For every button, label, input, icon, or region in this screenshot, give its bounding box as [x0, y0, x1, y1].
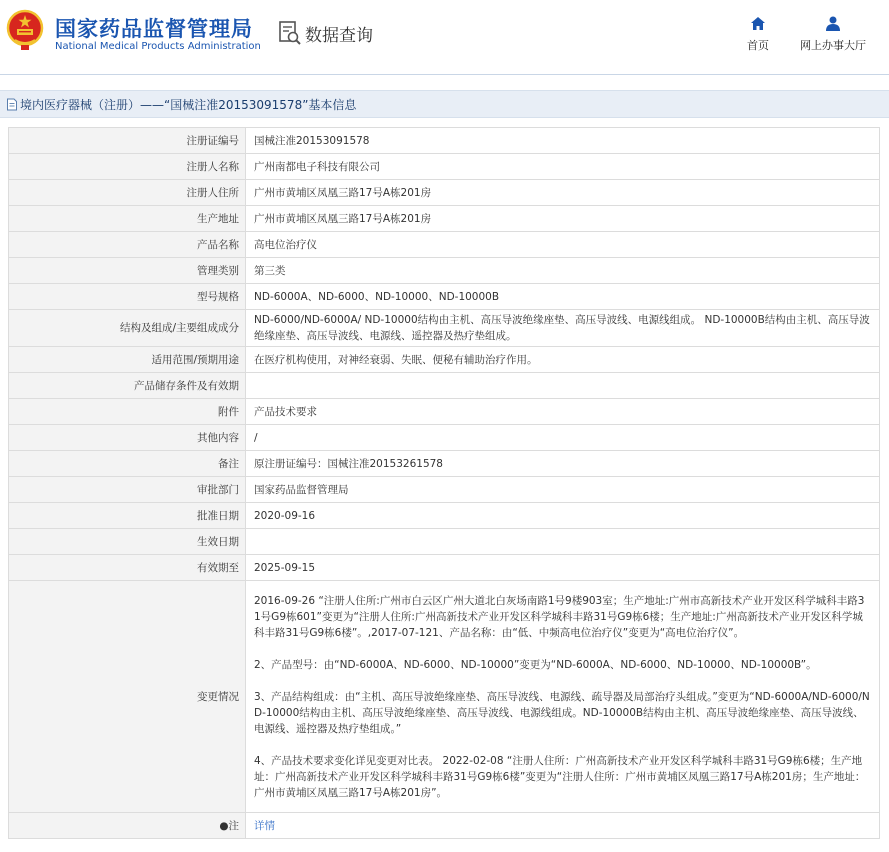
- field-label: 批准日期: [9, 503, 246, 529]
- field-value: [246, 529, 880, 555]
- field-value: ND-6000A、ND-6000、ND-10000、ND-10000B: [246, 284, 880, 310]
- field-value: 2020-09-16: [246, 503, 880, 529]
- field-value: 原注册证编号：国械注准20153261578: [246, 451, 880, 477]
- note-row: [9, 813, 880, 839]
- detail-row: [9, 206, 880, 232]
- user-icon: [825, 16, 841, 31]
- change-history-row: [9, 581, 880, 813]
- change-paragraph: 2016-09-26 “注册人住所:广州市白云区广州大道北白灰场南路1号9楼903室；生产地址:广州市高新技术产业开发区科学城科丰路31号G9栋601”变更为“注册人住所:广州高新技术产业开发区科学城科丰路31号G9栋6楼；生产地址:广州高新技术产业开发区科学城科丰路31号G9栋6楼”。,2017-07-121、产品名称：由“低、中频高电位治疗仪”变更为“高电位治疗仪”。: [254, 594, 865, 639]
- field-label: 结构及组成/主要组成成分: [9, 310, 246, 347]
- field-label: 其他内容: [9, 425, 246, 451]
- detail-row: [9, 503, 880, 529]
- field-value: 广州市黄埔区凤凰三路17号A栋201房: [246, 180, 880, 206]
- field-label: 管理类别: [9, 258, 246, 284]
- data-query-icon: [278, 20, 302, 46]
- detail-row: [9, 180, 880, 206]
- home-label: 首页: [747, 39, 769, 52]
- change-paragraph: 4、产品技术要求变化详见变更对比表。 2022-02-08 “注册人住所：广州高新技术产业开发区科学城科丰路31号G9栋6楼；生产地址：广州高新技术产业开发区科学城科丰路31号G9栋6楼”变更为“注册人住所：广州市黄埔区凤凰三路17号A栋201房；生产地址：广州市黄埔区凤凰三路17号A栋201房”。: [254, 754, 866, 799]
- detail-row: [9, 555, 880, 581]
- field-value: 国械注准20153091578: [246, 128, 880, 154]
- field-value: [246, 373, 880, 399]
- detail-row: [9, 373, 880, 399]
- field-value: ND-6000/ND-6000A/ ND-10000结构由主机、高压导波绝缘座垫、高压导波线、电源线组成。 ND-10000B结构由主机、高压导波绝缘座垫、高压导波线、电源线、遥控器及热疗垫组成。: [246, 310, 880, 347]
- details-link[interactable]: 详情: [254, 819, 275, 832]
- device-detail-table: [8, 127, 880, 839]
- field-label: 变更情况: [9, 581, 246, 813]
- detail-row: [9, 477, 880, 503]
- detail-row: [9, 451, 880, 477]
- field-value: 国家药品监督管理局: [246, 477, 880, 503]
- detail-row: [9, 128, 880, 154]
- breadcrumb: [0, 90, 889, 118]
- field-value: 在医疗机构使用，对神经衰弱、失眠、便秘有辅助治疗作用。: [246, 347, 880, 373]
- data-query-label: 数据查询: [305, 25, 373, 46]
- field-value: 第三类: [246, 258, 880, 284]
- detail-row: [9, 399, 880, 425]
- site-subtitle: National Medical Products Administration: [55, 41, 261, 52]
- field-label: 备注: [9, 451, 246, 477]
- site-header: [0, 0, 889, 75]
- field-label: 注册人住所: [9, 180, 246, 206]
- national-emblem-icon: [6, 8, 44, 52]
- home-link[interactable]: [742, 16, 774, 53]
- field-label: 注册证编号: [9, 128, 246, 154]
- note-label: ●注: [9, 813, 246, 839]
- breadcrumb-text: 境内医疗器械（注册）——“国械注准20153091578”基本信息: [20, 97, 357, 112]
- field-value: 高电位治疗仪: [246, 232, 880, 258]
- change-paragraph: 3、产品结构组成：由“主机、高压导波绝缘座垫、高压导波线、电源线、疏导器及局部治疗头组成。”变更为“ND-6000A/ND-6000/ND-10000结构由主机、高压导波绝缘座垫、高压导波线、电源线组成。ND-10000B结构由主机、高压导波绝缘座垫、高压导波线、电源线、遥控器及热疗垫组成。”: [254, 690, 870, 735]
- online-office-label: 网上办事大厅: [800, 39, 866, 52]
- field-label: 审批部门: [9, 477, 246, 503]
- field-value: /: [246, 425, 880, 451]
- field-value: 2025-09-15: [246, 555, 880, 581]
- detail-row: [9, 154, 880, 180]
- field-value: 产品技术要求: [246, 399, 880, 425]
- home-icon: [750, 16, 766, 31]
- field-label: 型号规格: [9, 284, 246, 310]
- online-office-link[interactable]: [798, 16, 868, 53]
- change-paragraph: 2、产品型号：由“ND-6000A、ND-6000、ND-10000”变更为“ND-6000A、ND-6000、ND-10000、ND-10000B”。: [254, 658, 817, 671]
- detail-row: [9, 310, 880, 347]
- document-icon: [6, 98, 18, 111]
- detail-row: [9, 529, 880, 555]
- field-label: 产品储存条件及有效期: [9, 373, 246, 399]
- field-value: 广州市黄埔区凤凰三路17号A栋201房: [246, 206, 880, 232]
- field-label: 产品名称: [9, 232, 246, 258]
- detail-row: [9, 425, 880, 451]
- detail-row: [9, 284, 880, 310]
- field-label: 生效日期: [9, 529, 246, 555]
- detail-row: [9, 347, 880, 373]
- change-history-value: [246, 581, 880, 813]
- field-label: 有效期至: [9, 555, 246, 581]
- field-value: 广州南都电子科技有限公司: [246, 154, 880, 180]
- field-label: 生产地址: [9, 206, 246, 232]
- site-title: 国家药品监督管理局: [55, 17, 253, 41]
- data-query-title: [278, 20, 373, 46]
- field-label: 适用范围/预期用途: [9, 347, 246, 373]
- detail-row: [9, 232, 880, 258]
- field-label: 附件: [9, 399, 246, 425]
- field-label: 注册人名称: [9, 154, 246, 180]
- detail-row: [9, 258, 880, 284]
